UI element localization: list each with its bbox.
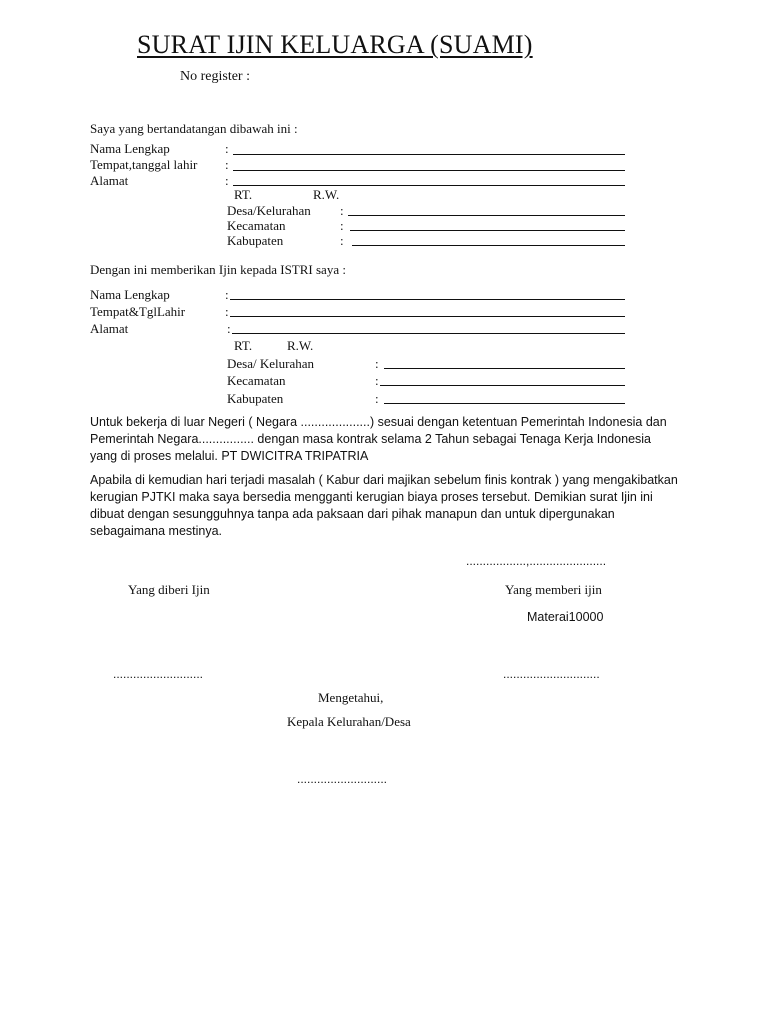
colon: :	[375, 356, 379, 371]
stamp-duty-label: Materai10000	[527, 610, 604, 624]
wife-address-field[interactable]	[232, 333, 625, 334]
work-abroad-paragraph: Untuk bekerja di luar Negeri ( Negara ....................) sesuai dengan ketentuan Pemerintah Indonesia dan Pemerintah Negara................ dengan masa kontrak selama 2 Tahun sebagai Tenaga Kerja Indonesia yang di proses melalui. PT DWICITRA TRIPATRIA	[90, 415, 667, 463]
wife-birth-label: Tempat&TglLahir	[90, 304, 186, 319]
intro-text: Saya yang bertandatangan dibawah ini :	[90, 121, 298, 136]
colon: :	[225, 141, 229, 156]
wife-regency-label: Kabupaten	[227, 391, 284, 406]
husband-rt-label: RT.	[234, 187, 253, 202]
wife-district-label: Kecamatan	[227, 373, 286, 388]
permission-intro: Dengan ini memberikan Ijin kepada ISTRI saya :	[90, 262, 346, 277]
place-date-line: ..................,.......................	[466, 554, 607, 568]
colon: :	[225, 173, 229, 188]
colon: :	[225, 157, 229, 172]
colon: :	[340, 203, 344, 218]
husband-district-field[interactable]	[350, 230, 625, 231]
husband-address-field[interactable]	[233, 185, 625, 186]
colon: :	[225, 304, 229, 319]
register-number-label: No register :	[180, 69, 250, 84]
husband-village-field[interactable]	[348, 215, 625, 216]
colon: :	[340, 233, 344, 248]
giver-signature-line: .............................	[503, 667, 600, 681]
husband-regency-label: Kabupaten	[227, 233, 284, 248]
wife-regency-field[interactable]	[384, 403, 625, 404]
husband-rw-label: R.W.	[313, 187, 340, 202]
husband-birth-label: Tempat,tanggal lahir	[90, 157, 198, 172]
colon: :	[227, 321, 231, 336]
wife-rt-label: RT.	[234, 338, 253, 353]
husband-address-label: Alamat	[90, 173, 129, 188]
wife-rw-label: R.W.	[287, 338, 314, 353]
document-title: SURAT IJIN KELUARGA (SUAMI)	[137, 30, 533, 59]
wife-district-field[interactable]	[380, 385, 625, 386]
receiver-label: Yang diberi Ijin	[128, 582, 210, 597]
colon: :	[225, 287, 229, 302]
village-head-label: Kepala Kelurahan/Desa	[287, 714, 411, 729]
husband-village-label: Desa/Kelurahan	[227, 203, 311, 218]
liability-paragraph: Apabila di kemudian hari terjadi masalah ( Kabur dari majikan sebelum finis kontrak ) yang mengakibatkan kerugian PJTKI maka saya bersedia mengganti kerugian biaya proses tersebut. Demikian surat Ijin ini dibuat dengan sesungguhnya tanpa ada paksaan dari pihak manapun dan untuk dipergunakan sebagaimana mestinya.	[90, 473, 678, 538]
husband-birth-field[interactable]	[233, 170, 625, 171]
wife-village-field[interactable]	[384, 368, 625, 369]
wife-name-field[interactable]	[230, 299, 625, 300]
husband-name-field[interactable]	[233, 154, 625, 155]
colon: :	[375, 373, 379, 388]
colon: :	[375, 391, 379, 406]
wife-name-label: Nama Lengkap	[90, 287, 170, 302]
receiver-signature-line: ...........................	[113, 667, 204, 681]
wife-address-label: Alamat	[90, 321, 129, 336]
village-head-signature-line: ...........................	[297, 772, 388, 786]
giver-label: Yang memberi ijin	[505, 582, 602, 597]
colon: :	[340, 218, 344, 233]
husband-district-label: Kecamatan	[227, 218, 286, 233]
husband-regency-field[interactable]	[352, 245, 625, 246]
husband-name-label: Nama Lengkap	[90, 141, 170, 156]
acknowledge-label: Mengetahui,	[318, 690, 384, 705]
wife-village-label: Desa/ Kelurahan	[227, 356, 314, 371]
wife-birth-field[interactable]	[230, 316, 625, 317]
